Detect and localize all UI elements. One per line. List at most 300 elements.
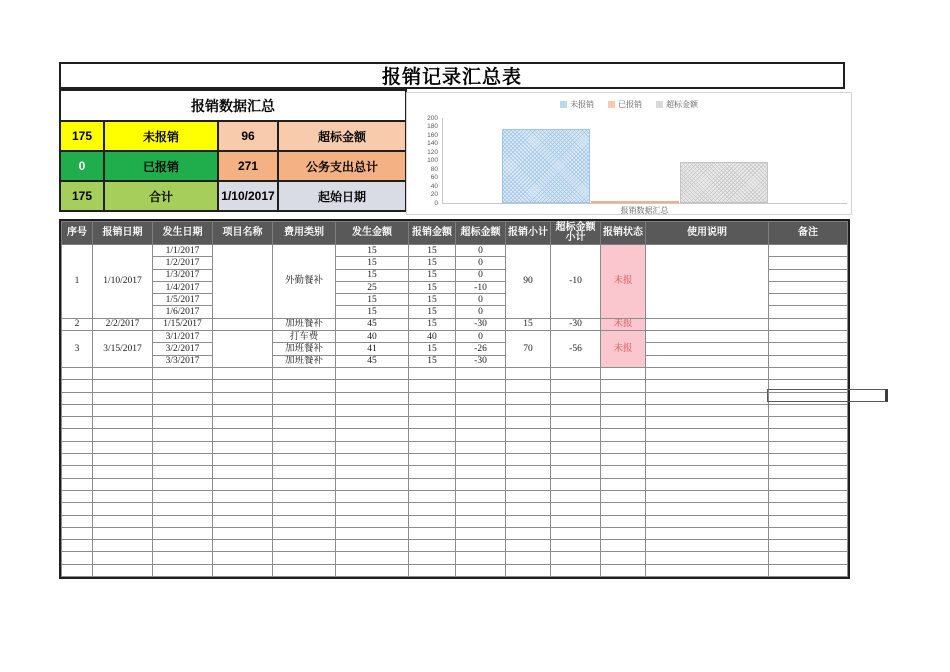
index-cell[interactable]: 2 [62, 318, 93, 330]
empty-cell[interactable] [336, 564, 409, 576]
empty-cell[interactable] [646, 454, 769, 466]
bar-over-limit[interactable] [680, 162, 768, 203]
empty-cell[interactable] [93, 466, 153, 478]
empty-cell[interactable] [646, 527, 769, 539]
empty-cell[interactable] [62, 490, 93, 502]
project-cell[interactable] [213, 318, 273, 330]
empty-cell[interactable] [409, 441, 456, 453]
empty-cell[interactable] [456, 441, 506, 453]
empty-cell[interactable] [601, 404, 646, 416]
subtotal-cell[interactable]: 70 [506, 331, 551, 368]
empty-cell[interactable] [336, 417, 409, 429]
project-cell[interactable] [213, 331, 273, 368]
empty-cell[interactable] [456, 454, 506, 466]
empty-cell[interactable] [153, 540, 213, 552]
empty-cell[interactable] [336, 404, 409, 416]
col-header-1[interactable]: 报销日期 [93, 222, 153, 245]
empty-cell[interactable] [153, 454, 213, 466]
occur-date-cell[interactable]: 3/3/2017 [153, 355, 213, 367]
empty-cell[interactable] [601, 478, 646, 490]
empty-cell[interactable] [551, 392, 601, 404]
empty-cell[interactable] [62, 540, 93, 552]
empty-cell[interactable] [506, 515, 551, 527]
empty-cell[interactable] [273, 527, 336, 539]
summary-label-cell[interactable]: 公务支出总计 [278, 151, 406, 181]
empty-cell[interactable] [456, 490, 506, 502]
over-amount-cell[interactable]: -30 [456, 355, 506, 367]
reimbursed-cell[interactable]: 15 [409, 306, 456, 318]
usage-cell[interactable] [646, 318, 769, 330]
over-subtotal-cell[interactable]: -56 [551, 331, 601, 368]
empty-cell[interactable] [409, 380, 456, 392]
col-header-2[interactable]: 发生日期 [153, 222, 213, 245]
category-cell[interactable]: 加班餐补 [273, 343, 336, 355]
empty-cell[interactable] [336, 490, 409, 502]
empty-cell[interactable] [601, 466, 646, 478]
col-header-9[interactable]: 超标金额小计 [551, 222, 601, 245]
empty-cell[interactable] [273, 441, 336, 453]
empty-cell[interactable] [506, 527, 551, 539]
reimbursed-cell[interactable]: 15 [409, 343, 456, 355]
empty-cell[interactable] [336, 367, 409, 379]
empty-cell[interactable] [62, 404, 93, 416]
over-subtotal-cell[interactable]: -10 [551, 245, 601, 319]
empty-cell[interactable] [62, 552, 93, 564]
empty-cell[interactable] [62, 564, 93, 576]
over-amount-cell[interactable]: -10 [456, 281, 506, 293]
empty-cell[interactable] [456, 429, 506, 441]
empty-cell[interactable] [769, 540, 848, 552]
empty-cell[interactable] [769, 564, 848, 576]
empty-cell[interactable] [93, 367, 153, 379]
empty-cell[interactable] [93, 564, 153, 576]
empty-cell[interactable] [456, 515, 506, 527]
empty-cell[interactable] [153, 392, 213, 404]
remark-cell[interactable] [769, 269, 848, 281]
empty-cell[interactable] [409, 564, 456, 576]
empty-cell[interactable] [93, 503, 153, 515]
empty-cell[interactable] [506, 540, 551, 552]
reimbursed-cell[interactable]: 15 [409, 318, 456, 330]
legend-item[interactable]: 超标金额 [656, 99, 698, 110]
empty-cell[interactable] [409, 478, 456, 490]
empty-cell[interactable] [93, 527, 153, 539]
occur-date-cell[interactable]: 1/3/2017 [153, 269, 213, 281]
empty-cell[interactable] [273, 564, 336, 576]
empty-cell[interactable] [336, 540, 409, 552]
index-cell[interactable]: 3 [62, 331, 93, 368]
empty-cell[interactable] [62, 441, 93, 453]
empty-cell[interactable] [153, 515, 213, 527]
empty-cell[interactable] [551, 515, 601, 527]
empty-cell[interactable] [213, 404, 273, 416]
empty-cell[interactable] [93, 429, 153, 441]
empty-cell[interactable] [213, 540, 273, 552]
over-amount-cell[interactable]: -26 [456, 343, 506, 355]
empty-cell[interactable] [273, 490, 336, 502]
empty-cell[interactable] [93, 454, 153, 466]
empty-cell[interactable] [601, 454, 646, 466]
over-amount-cell[interactable]: 0 [456, 269, 506, 281]
empty-cell[interactable] [551, 466, 601, 478]
empty-cell[interactable] [551, 429, 601, 441]
reimbursed-cell[interactable]: 15 [409, 269, 456, 281]
empty-cell[interactable] [62, 429, 93, 441]
empty-cell[interactable] [336, 441, 409, 453]
empty-cell[interactable] [551, 417, 601, 429]
category-cell[interactable]: 打车费 [273, 331, 336, 343]
occur-date-cell[interactable]: 1/15/2017 [153, 318, 213, 330]
empty-cell[interactable] [93, 478, 153, 490]
status-cell[interactable]: 未报 [601, 318, 646, 330]
sheet-title-cell[interactable] [59, 62, 845, 89]
remark-cell[interactable] [769, 245, 848, 257]
empty-cell[interactable] [456, 367, 506, 379]
empty-cell[interactable] [409, 429, 456, 441]
empty-cell[interactable] [646, 503, 769, 515]
empty-cell[interactable] [213, 454, 273, 466]
empty-cell[interactable] [273, 380, 336, 392]
empty-cell[interactable] [769, 503, 848, 515]
empty-cell[interactable] [273, 503, 336, 515]
status-cell[interactable]: 未报 [601, 245, 646, 319]
col-header-6[interactable]: 报销金额 [409, 222, 456, 245]
empty-cell[interactable] [153, 441, 213, 453]
empty-cell[interactable] [551, 552, 601, 564]
empty-cell[interactable] [409, 527, 456, 539]
empty-cell[interactable] [213, 490, 273, 502]
empty-cell[interactable] [93, 417, 153, 429]
empty-cell[interactable] [93, 392, 153, 404]
empty-cell[interactable] [551, 540, 601, 552]
empty-cell[interactable] [646, 564, 769, 576]
empty-cell[interactable] [273, 454, 336, 466]
empty-cell[interactable] [336, 429, 409, 441]
col-header-8[interactable]: 报销小计 [506, 222, 551, 245]
empty-cell[interactable] [769, 454, 848, 466]
cell-selection-box[interactable] [767, 389, 888, 402]
col-header-0[interactable]: 序号 [62, 222, 93, 245]
empty-cell[interactable] [551, 503, 601, 515]
empty-cell[interactable] [506, 552, 551, 564]
amount-cell[interactable]: 15 [336, 269, 409, 281]
empty-cell[interactable] [273, 540, 336, 552]
category-cell[interactable]: 外勤餐补 [273, 245, 336, 319]
empty-cell[interactable] [409, 466, 456, 478]
empty-cell[interactable] [153, 564, 213, 576]
amount-cell[interactable]: 25 [336, 281, 409, 293]
empty-cell[interactable] [153, 503, 213, 515]
occur-date-cell[interactable]: 3/1/2017 [153, 331, 213, 343]
occur-date-cell[interactable]: 1/1/2017 [153, 245, 213, 257]
empty-cell[interactable] [62, 392, 93, 404]
summary-value-cell[interactable]: 271 [218, 151, 278, 181]
empty-cell[interactable] [456, 380, 506, 392]
over-amount-cell[interactable]: 0 [456, 257, 506, 269]
empty-cell[interactable] [551, 490, 601, 502]
remark-cell[interactable] [769, 355, 848, 367]
amount-cell[interactable]: 45 [336, 318, 409, 330]
empty-cell[interactable] [456, 552, 506, 564]
summary-label-cell[interactable]: 未报销 [104, 121, 218, 151]
empty-cell[interactable] [213, 552, 273, 564]
reimbursed-cell[interactable]: 15 [409, 281, 456, 293]
usage-cell[interactable] [646, 331, 769, 343]
empty-cell[interactable] [213, 429, 273, 441]
empty-cell[interactable] [601, 417, 646, 429]
empty-cell[interactable] [456, 417, 506, 429]
empty-cell[interactable] [506, 503, 551, 515]
report-date-cell[interactable]: 2/2/2017 [93, 318, 153, 330]
empty-cell[interactable] [769, 429, 848, 441]
col-header-4[interactable]: 费用类别 [273, 222, 336, 245]
report-date-cell[interactable]: 1/10/2017 [93, 245, 153, 319]
empty-cell[interactable] [769, 478, 848, 490]
empty-cell[interactable] [93, 380, 153, 392]
summary-label-cell[interactable]: 已报销 [104, 151, 218, 181]
empty-cell[interactable] [456, 503, 506, 515]
empty-cell[interactable] [646, 515, 769, 527]
reimbursed-cell[interactable]: 15 [409, 257, 456, 269]
amount-cell[interactable]: 40 [336, 331, 409, 343]
empty-cell[interactable] [213, 564, 273, 576]
amount-cell[interactable]: 15 [336, 245, 409, 257]
reimbursed-cell[interactable]: 40 [409, 331, 456, 343]
empty-cell[interactable] [551, 527, 601, 539]
empty-cell[interactable] [601, 515, 646, 527]
occur-date-cell[interactable]: 1/6/2017 [153, 306, 213, 318]
legend-item[interactable]: 未报销 [560, 99, 594, 110]
empty-cell[interactable] [646, 380, 769, 392]
empty-cell[interactable] [62, 503, 93, 515]
empty-cell[interactable] [601, 552, 646, 564]
empty-cell[interactable] [153, 380, 213, 392]
empty-cell[interactable] [769, 552, 848, 564]
empty-cell[interactable] [93, 552, 153, 564]
category-cell[interactable]: 加班餐补 [273, 355, 336, 367]
empty-cell[interactable] [506, 454, 551, 466]
empty-cell[interactable] [409, 454, 456, 466]
empty-cell[interactable] [62, 380, 93, 392]
empty-cell[interactable] [601, 564, 646, 576]
amount-cell[interactable]: 41 [336, 343, 409, 355]
empty-cell[interactable] [506, 466, 551, 478]
empty-cell[interactable] [506, 478, 551, 490]
empty-cell[interactable] [506, 441, 551, 453]
remark-cell[interactable] [769, 257, 848, 269]
empty-cell[interactable] [336, 466, 409, 478]
empty-cell[interactable] [153, 466, 213, 478]
col-header-10[interactable]: 报销状态 [601, 222, 646, 245]
col-header-11[interactable]: 使用说明 [646, 222, 769, 245]
empty-cell[interactable] [62, 478, 93, 490]
empty-cell[interactable] [273, 404, 336, 416]
empty-cell[interactable] [153, 404, 213, 416]
empty-cell[interactable] [646, 478, 769, 490]
project-cell[interactable] [213, 245, 273, 319]
empty-cell[interactable] [601, 392, 646, 404]
empty-cell[interactable] [93, 404, 153, 416]
empty-cell[interactable] [551, 441, 601, 453]
empty-cell[interactable] [336, 527, 409, 539]
empty-cell[interactable] [153, 367, 213, 379]
amount-cell[interactable]: 15 [336, 306, 409, 318]
empty-cell[interactable] [601, 380, 646, 392]
occur-date-cell[interactable]: 1/2/2017 [153, 257, 213, 269]
status-cell[interactable]: 未报 [601, 331, 646, 368]
summary-value-cell[interactable]: 175 [60, 121, 104, 151]
empty-cell[interactable] [646, 466, 769, 478]
summary-value-cell[interactable]: 1/10/2017 [218, 181, 278, 211]
empty-cell[interactable] [409, 367, 456, 379]
amount-cell[interactable]: 15 [336, 294, 409, 306]
empty-cell[interactable] [769, 515, 848, 527]
empty-cell[interactable] [551, 478, 601, 490]
remark-cell[interactable] [769, 331, 848, 343]
summary-label-cell[interactable]: 合计 [104, 181, 218, 211]
chart-object[interactable] [406, 92, 852, 215]
empty-cell[interactable] [506, 490, 551, 502]
over-amount-cell[interactable]: -30 [456, 318, 506, 330]
bar-unreimbursed[interactable] [502, 129, 590, 203]
empty-cell[interactable] [506, 392, 551, 404]
empty-cell[interactable] [273, 392, 336, 404]
empty-cell[interactable] [456, 540, 506, 552]
empty-cell[interactable] [336, 503, 409, 515]
remark-cell[interactable] [769, 343, 848, 355]
empty-cell[interactable] [769, 441, 848, 453]
over-amount-cell[interactable]: 0 [456, 331, 506, 343]
over-amount-cell[interactable]: 0 [456, 294, 506, 306]
empty-cell[interactable] [213, 515, 273, 527]
empty-cell[interactable] [551, 564, 601, 576]
empty-cell[interactable] [62, 454, 93, 466]
summary-value-cell[interactable]: 175 [60, 181, 104, 211]
empty-cell[interactable] [153, 417, 213, 429]
empty-cell[interactable] [213, 466, 273, 478]
col-header-3[interactable]: 项目名称 [213, 222, 273, 245]
empty-cell[interactable] [601, 527, 646, 539]
empty-cell[interactable] [456, 404, 506, 416]
empty-cell[interactable] [213, 367, 273, 379]
empty-cell[interactable] [273, 466, 336, 478]
empty-cell[interactable] [273, 478, 336, 490]
summary-value-cell[interactable]: 96 [218, 121, 278, 151]
over-amount-cell[interactable]: 0 [456, 245, 506, 257]
empty-cell[interactable] [409, 392, 456, 404]
empty-cell[interactable] [506, 404, 551, 416]
empty-cell[interactable] [336, 380, 409, 392]
amount-cell[interactable]: 15 [336, 257, 409, 269]
empty-cell[interactable] [336, 478, 409, 490]
empty-cell[interactable] [213, 527, 273, 539]
empty-cell[interactable] [506, 367, 551, 379]
empty-cell[interactable] [153, 429, 213, 441]
empty-cell[interactable] [153, 478, 213, 490]
empty-cell[interactable] [551, 404, 601, 416]
bar-reimbursed[interactable] [591, 201, 679, 203]
empty-cell[interactable] [213, 417, 273, 429]
empty-cell[interactable] [769, 417, 848, 429]
remark-cell[interactable] [769, 294, 848, 306]
empty-cell[interactable] [646, 552, 769, 564]
empty-cell[interactable] [409, 404, 456, 416]
subtotal-cell[interactable]: 15 [506, 318, 551, 330]
empty-cell[interactable] [456, 392, 506, 404]
empty-cell[interactable] [213, 392, 273, 404]
empty-cell[interactable] [646, 429, 769, 441]
empty-cell[interactable] [646, 540, 769, 552]
empty-cell[interactable] [506, 417, 551, 429]
empty-cell[interactable] [769, 490, 848, 502]
empty-cell[interactable] [62, 466, 93, 478]
empty-cell[interactable] [601, 441, 646, 453]
empty-cell[interactable] [153, 527, 213, 539]
amount-cell[interactable]: 45 [336, 355, 409, 367]
empty-cell[interactable] [506, 380, 551, 392]
empty-cell[interactable] [646, 392, 769, 404]
empty-cell[interactable] [551, 380, 601, 392]
empty-cell[interactable] [409, 540, 456, 552]
empty-cell[interactable] [646, 417, 769, 429]
empty-cell[interactable] [409, 552, 456, 564]
over-amount-cell[interactable]: 0 [456, 306, 506, 318]
empty-cell[interactable] [213, 478, 273, 490]
remark-cell[interactable] [769, 306, 848, 318]
report-date-cell[interactable]: 3/15/2017 [93, 331, 153, 368]
usage-cell[interactable] [646, 343, 769, 355]
empty-cell[interactable] [601, 367, 646, 379]
empty-cell[interactable] [213, 380, 273, 392]
empty-cell[interactable] [336, 392, 409, 404]
category-cell[interactable]: 加班餐补 [273, 318, 336, 330]
empty-cell[interactable] [62, 367, 93, 379]
empty-cell[interactable] [601, 503, 646, 515]
over-subtotal-cell[interactable]: -30 [551, 318, 601, 330]
empty-cell[interactable] [336, 515, 409, 527]
summary-value-cell[interactable]: 0 [60, 151, 104, 181]
summary-label-cell[interactable]: 起始日期 [278, 181, 406, 211]
empty-cell[interactable] [409, 503, 456, 515]
summary-header-cell[interactable]: 报销数据汇总 [60, 90, 406, 121]
empty-cell[interactable] [409, 417, 456, 429]
empty-cell[interactable] [409, 490, 456, 502]
subtotal-cell[interactable]: 90 [506, 245, 551, 319]
empty-cell[interactable] [506, 429, 551, 441]
empty-cell[interactable] [62, 515, 93, 527]
empty-cell[interactable] [769, 527, 848, 539]
empty-cell[interactable] [273, 552, 336, 564]
empty-cell[interactable] [93, 515, 153, 527]
empty-cell[interactable] [601, 429, 646, 441]
empty-cell[interactable] [273, 515, 336, 527]
empty-cell[interactable] [62, 417, 93, 429]
reimbursed-cell[interactable]: 15 [409, 355, 456, 367]
empty-cell[interactable] [601, 540, 646, 552]
usage-cell[interactable] [646, 245, 769, 319]
empty-cell[interactable] [93, 540, 153, 552]
occur-date-cell[interactable]: 1/5/2017 [153, 294, 213, 306]
empty-cell[interactable] [769, 367, 848, 379]
empty-cell[interactable] [273, 429, 336, 441]
occur-date-cell[interactable]: 3/2/2017 [153, 343, 213, 355]
empty-cell[interactable] [646, 367, 769, 379]
remark-cell[interactable] [769, 318, 848, 330]
empty-cell[interactable] [93, 441, 153, 453]
empty-cell[interactable] [93, 490, 153, 502]
index-cell[interactable]: 1 [62, 245, 93, 319]
empty-cell[interactable] [646, 490, 769, 502]
